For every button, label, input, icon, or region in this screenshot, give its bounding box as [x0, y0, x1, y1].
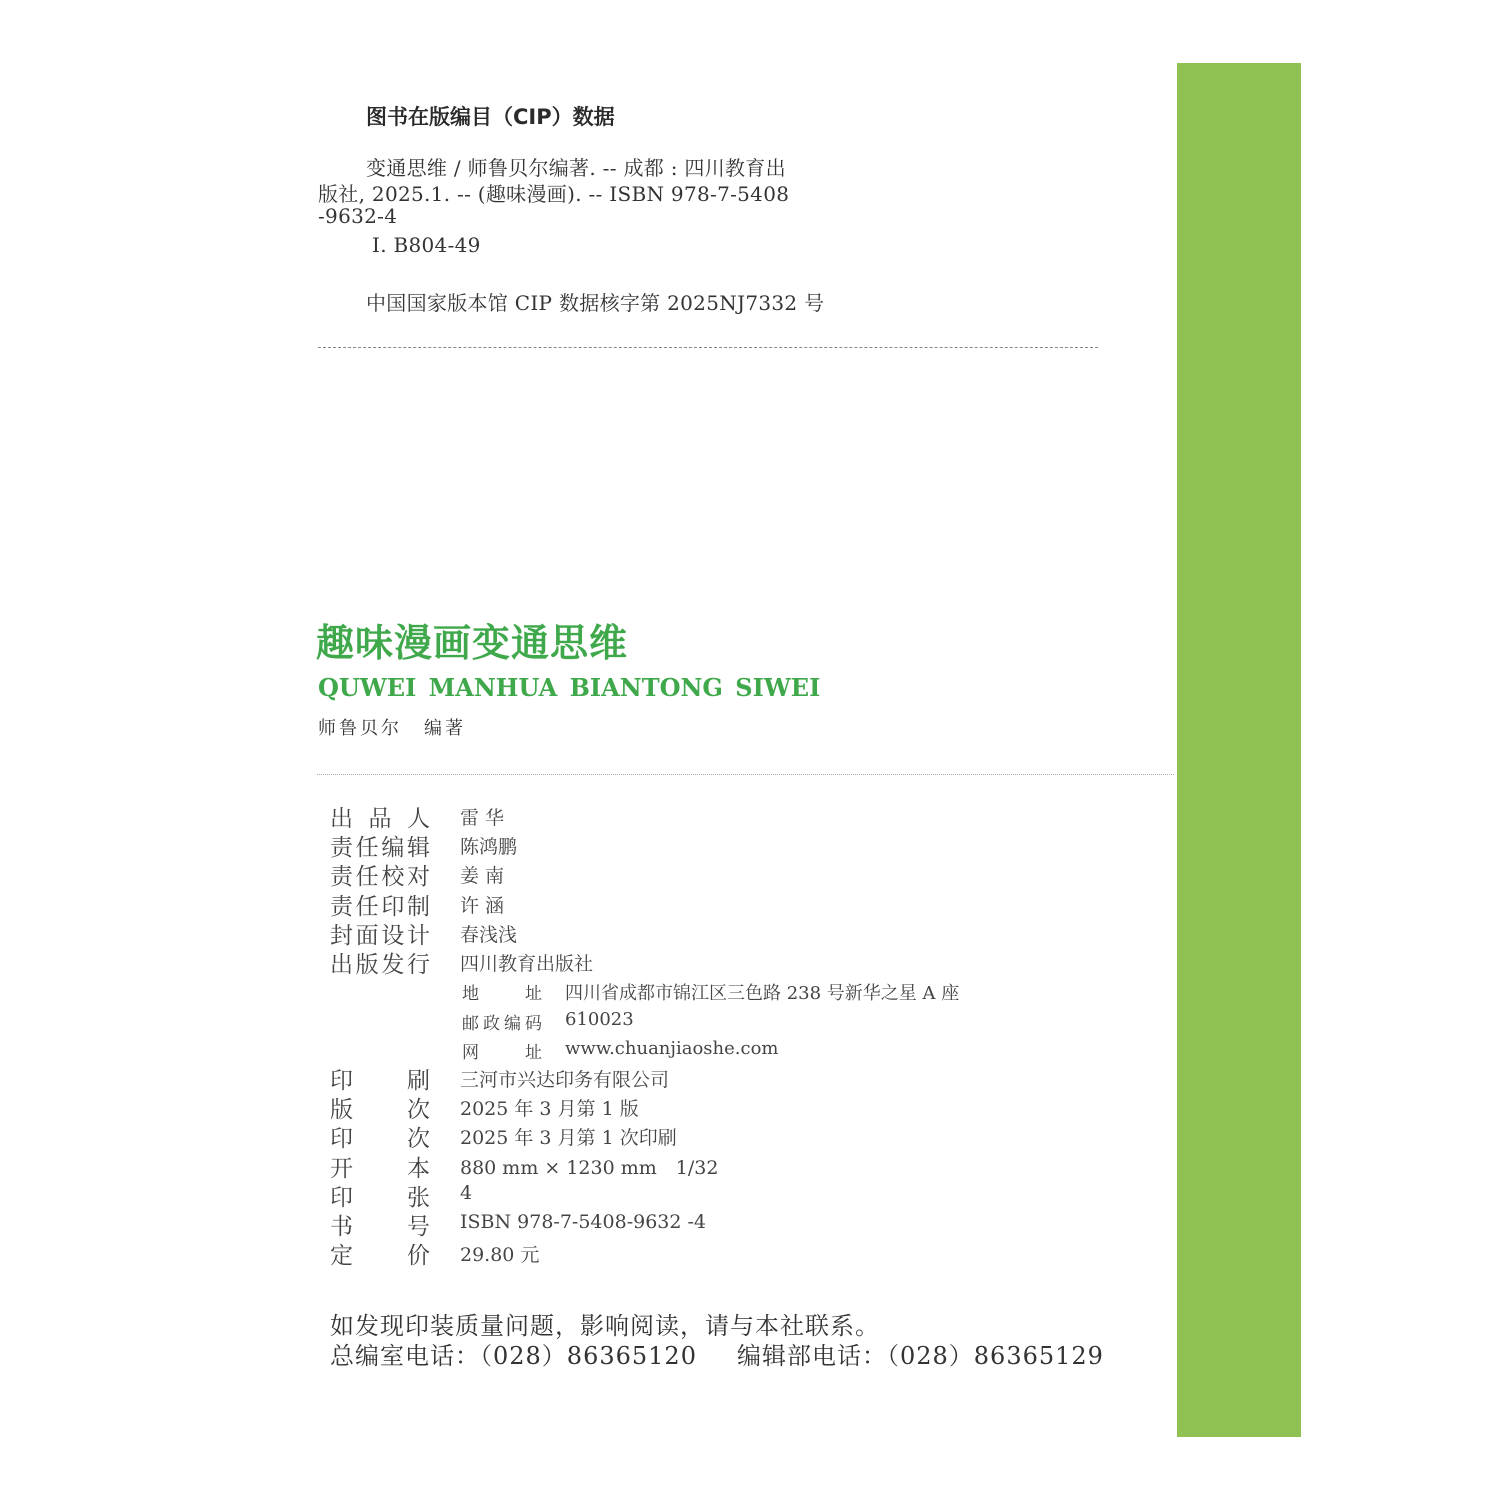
imprint-value: 880 mm × 1230 mm 1/32	[460, 1156, 719, 1179]
imprint-value: 610023	[565, 1008, 634, 1030]
imprint-value: 春浅浅	[460, 923, 518, 946]
imprint-value: 2025 年 3 月第 1 次印刷	[460, 1127, 677, 1150]
book-title-pinyin: QUWEI MANHUA BIANTONG SIWEI	[318, 673, 821, 702]
quality-notice: 如发现印装质量问题，影响阅读，请与本社联系。	[330, 1312, 880, 1340]
cip-classification: I. B804-49	[372, 233, 481, 257]
cip-record-line: 变通思维 / 师鲁贝尔编著. -- 成都 : 四川教育出	[366, 156, 786, 180]
imprint-label: 印张	[330, 1184, 430, 1211]
imprint-value: www.chuanjiaoshe.com	[565, 1038, 779, 1059]
imprint-label: 邮政编码	[462, 1013, 542, 1034]
imprint-value: 许 涵	[460, 894, 505, 917]
contact-phones	[330, 1336, 1104, 1371]
author-name: 师鲁贝尔	[318, 718, 402, 739]
imprint-label: 出品人	[330, 806, 430, 832]
author-line	[318, 714, 466, 740]
imprint-value: 三河市兴达印务有限公司	[460, 1069, 670, 1091]
imprint-label: 网址	[462, 1043, 542, 1063]
dashed-divider	[318, 347, 1098, 348]
author-role: 编著	[424, 718, 466, 739]
imprint-value: 姜 南	[460, 865, 505, 888]
imprint-label: 地址	[462, 984, 542, 1004]
imprint-label: 印刷	[330, 1068, 430, 1094]
imprint-label: 印次	[330, 1126, 430, 1153]
cip-record-line: 版社, 2025.1. -- (趣味漫画). -- ISBN 978-7-5408	[318, 182, 790, 206]
imprint-value: 四川教育出版社	[460, 953, 594, 975]
imprint-label: 书号	[330, 1214, 430, 1240]
dotted-divider	[317, 774, 1174, 775]
imprint-label: 定价	[330, 1243, 430, 1270]
imprint-value: 四川省成都市锦江区三色路 238 号新华之星 A 座	[565, 983, 960, 1004]
imprint-label: 版次	[330, 1097, 430, 1124]
imprint-value: ISBN 978-7-5408-9632 -4	[460, 1211, 707, 1233]
cip-verification-number: 中国国家版本馆 CIP 数据核字第 2025NJ7332 号	[366, 291, 825, 315]
imprint-value: 雷 华	[460, 807, 505, 829]
cip-record-line: -9632-4	[318, 204, 398, 228]
imprint-label: 封面设计	[330, 922, 430, 949]
imprint-value: 4	[460, 1181, 473, 1204]
imprint-label: 出版发行	[330, 952, 430, 978]
green-side-bar	[1177, 63, 1301, 1437]
imprint-label: 责任校对	[330, 864, 430, 891]
cip-heading: 图书在版编目（CIP）数据	[366, 105, 615, 129]
phone-editor-office: 总编室电话：（028）86365120	[330, 1342, 697, 1370]
imprint-value: 陈鸿鹏	[460, 836, 518, 859]
imprint-label: 开本	[330, 1155, 430, 1182]
imprint-value: 29.80 元	[460, 1244, 540, 1267]
book-title: 趣味漫画变通思维	[316, 620, 629, 665]
imprint-label: 责任印制	[330, 893, 430, 920]
phone-editorial-dept: 编辑部电话：（028）86365129	[736, 1342, 1104, 1370]
imprint-value: 2025 年 3 月第 1 版	[460, 1098, 639, 1121]
imprint-label: 责任编辑	[330, 835, 430, 862]
